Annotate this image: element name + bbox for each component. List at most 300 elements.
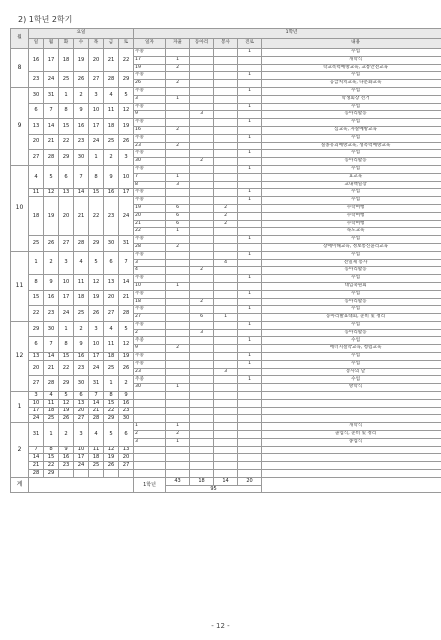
club-hours [190, 243, 214, 251]
entry-date: 3 [134, 438, 166, 446]
calendar-day: 20 [29, 134, 44, 150]
table-row [11, 360, 441, 368]
calendar-day: 22 [59, 134, 74, 150]
autonomy-hours [166, 189, 190, 197]
career-hours: 1 [238, 119, 262, 127]
table-row [11, 150, 441, 158]
entry-date: 주중 [134, 236, 166, 244]
total-autonomy: 43 [166, 477, 190, 485]
calendar-day: 3 [74, 423, 89, 446]
calendar-day: 11 [74, 275, 89, 291]
career-hours [238, 454, 262, 462]
volunteer-hours [214, 407, 238, 415]
calendar-day: 5 [119, 87, 134, 103]
entry-date: 주중 [134, 353, 166, 361]
entry-content: 종업식 [262, 438, 441, 446]
career-hours [238, 345, 262, 353]
volunteer-hours [214, 158, 238, 166]
calendar-day: 5 [104, 423, 119, 446]
calendar-day: 2 [104, 150, 119, 166]
calendar-day: 19 [74, 49, 89, 72]
calendar-day: 19 [119, 119, 134, 135]
calendar-day: 27 [119, 462, 134, 470]
entry-content: 수업 [262, 236, 441, 244]
entry-content: 개학식 [262, 423, 441, 431]
club-hours [190, 368, 214, 376]
calendar-day: 25 [89, 462, 104, 470]
weekday-header-sun: 일 [29, 39, 44, 49]
table-row [11, 415, 441, 423]
autonomy-hours [166, 150, 190, 158]
calendar-day: 20 [119, 454, 134, 462]
calendar-day: 10 [119, 165, 134, 188]
calendar-day: 6 [59, 165, 74, 188]
entry-content: 봉사의 날 [262, 368, 441, 376]
autonomy-hours: 2 [166, 142, 190, 150]
entry-content: 실종유괴예방교육, 성폭력예방교육 [262, 142, 441, 150]
calendar-day: 27 [104, 306, 119, 322]
entry-content: 동아리발표대회, 준비 및 정리 [262, 314, 441, 322]
calendar-day: 4 [104, 87, 119, 103]
entry-date: 27 [134, 314, 166, 322]
volunteer-hours [214, 423, 238, 431]
calendar-day: 8 [89, 165, 104, 188]
club-hours [190, 290, 214, 298]
club-hours [190, 165, 214, 173]
career-hours [238, 407, 262, 415]
career-hours [238, 399, 262, 407]
entry-date: 28 [134, 243, 166, 251]
month-cell: 9 [11, 87, 29, 165]
volunteer-hours [214, 119, 238, 127]
volunteer-hours [214, 103, 238, 111]
autonomy-hours [166, 251, 190, 259]
calendar-day: 28 [29, 470, 44, 478]
calendar-day: 28 [104, 72, 119, 88]
club-hours: 3 [190, 329, 214, 337]
club-hours [190, 275, 214, 283]
grand-total: 95 [166, 485, 262, 493]
calendar-day: 5 [89, 251, 104, 274]
autonomy-hours [166, 470, 190, 478]
calendar-day: 19 [104, 454, 119, 462]
calendar-day: 20 [59, 197, 74, 236]
autonomy-hours [166, 337, 190, 345]
career-hours [238, 126, 262, 134]
month-cell: 12 [11, 321, 29, 391]
entry-date: 주중 [134, 376, 166, 384]
volunteer-hours [214, 353, 238, 361]
entry-date: 3 [134, 259, 166, 267]
career-hours: 1 [238, 360, 262, 368]
calendar-day: 29 [44, 470, 59, 478]
month-cell: 11 [11, 251, 29, 321]
entry-content: 동아리활동 [262, 158, 441, 166]
career-hours [238, 80, 262, 88]
autonomy-hours [166, 111, 190, 119]
career-hours [238, 220, 262, 228]
calendar-day: 18 [74, 290, 89, 306]
entry-content: 수업 [262, 119, 441, 127]
calendar-day: 6 [74, 392, 89, 400]
calendar-day: 25 [59, 72, 74, 88]
autonomy-hours [166, 158, 190, 166]
month-cell: 8 [11, 49, 29, 88]
career-hours [238, 438, 262, 446]
entry-content: 학교폭력예방교육, 교통안전교육 [262, 64, 441, 72]
calendar-day: 11 [89, 446, 104, 454]
autonomy-hours [166, 103, 190, 111]
calendar-day: 8 [29, 275, 44, 291]
volunteer-hours [214, 165, 238, 173]
calendar-day: 16 [74, 353, 89, 361]
calendar-day: 27 [29, 150, 44, 166]
entry-content: 졸업식, 준비 및 정리 [262, 431, 441, 439]
calendar-day: 23 [59, 462, 74, 470]
calendar-day: 27 [74, 415, 89, 423]
entry-content: 수업 [262, 306, 441, 314]
entry-date: 9 [134, 111, 166, 119]
calendar-day: 22 [29, 306, 44, 322]
career-hours [238, 142, 262, 150]
month-cell: 10 [11, 165, 29, 251]
entry-date: 7 [134, 173, 166, 181]
entry-content: 동아리활동 [262, 298, 441, 306]
autonomy-hours [166, 392, 190, 400]
autonomy-hours [166, 368, 190, 376]
career-hours [238, 384, 262, 392]
calendar-day: 16 [29, 49, 44, 72]
calendar-day: 12 [104, 446, 119, 454]
calendar-day [89, 470, 104, 478]
volunteer-hours [214, 298, 238, 306]
career-hours [238, 228, 262, 236]
autonomy-hours [166, 329, 190, 337]
calendar-day: 26 [119, 360, 134, 376]
volunteer-hours [214, 142, 238, 150]
calendar-day: 26 [74, 72, 89, 88]
calendar-day: 25 [104, 134, 119, 150]
calendar-day: 15 [44, 454, 59, 462]
entry-date: 23 [134, 142, 166, 150]
weekday-header-fri: 금 [104, 39, 119, 49]
entry-date: 2 [134, 431, 166, 439]
calendar-day: 17 [74, 454, 89, 462]
career-hours: 1 [238, 189, 262, 197]
calendar-day: 20 [89, 49, 104, 72]
club-hours [190, 103, 214, 111]
autonomy-hours [166, 267, 190, 275]
autonomy-hours [166, 407, 190, 415]
career-hours [238, 462, 262, 470]
volunteer-hours [214, 329, 238, 337]
volunteer-hours: 4 [214, 259, 238, 267]
entry-content: 수업 [262, 360, 441, 368]
calendar-day: 7 [44, 103, 59, 119]
table-row [11, 462, 441, 470]
career-hours [238, 181, 262, 189]
autonomy-hours: 2 [166, 80, 190, 88]
entry-date: 주중 [134, 337, 166, 345]
calendar-day: 21 [44, 134, 59, 150]
calendar-day: 30 [29, 87, 44, 103]
calendar-day: 31 [119, 236, 134, 252]
calendar-day: 28 [89, 415, 104, 423]
club-hours [190, 236, 214, 244]
entry-content [262, 399, 441, 407]
total-career: 20 [238, 477, 262, 485]
calendar-day: 21 [44, 360, 59, 376]
club-hours [190, 438, 214, 446]
autonomy-hours: 1 [166, 423, 190, 431]
autonomy-hours [166, 134, 190, 142]
calendar-day: 6 [29, 337, 44, 353]
career-hours [238, 267, 262, 275]
entry-date: 1 [134, 423, 166, 431]
career-hours [238, 392, 262, 400]
entry-content: 독도교육 [262, 228, 441, 236]
calendar-day: 8 [44, 446, 59, 454]
club-hours [190, 282, 214, 290]
calendar-day: 17 [119, 189, 134, 197]
calendar-day: 19 [89, 290, 104, 306]
career-hours: 1 [238, 150, 262, 158]
table-row [11, 165, 441, 173]
calendar-day: 20 [104, 290, 119, 306]
autonomy-hours: 1 [166, 56, 190, 64]
calendar-day: 7 [74, 165, 89, 188]
volunteer-hours [214, 392, 238, 400]
volunteer-hours [214, 80, 238, 88]
weekday-group-header: 요일 [29, 29, 134, 39]
career-hours: 1 [238, 236, 262, 244]
volunteer-hours [214, 56, 238, 64]
calendar-day: 24 [74, 462, 89, 470]
club-hours: 2 [190, 298, 214, 306]
club-hours [190, 423, 214, 431]
autonomy-hours [166, 298, 190, 306]
calendar-day: 24 [89, 360, 104, 376]
calendar-day: 10 [89, 337, 104, 353]
entry-content: 수업 [262, 321, 441, 329]
calendar-day: 22 [89, 197, 104, 236]
club-hours [190, 49, 214, 57]
calendar-day: 17 [89, 353, 104, 361]
entry-date: 9 [134, 345, 166, 353]
calendar-day: 28 [44, 150, 59, 166]
calendar-day: 12 [119, 337, 134, 353]
club-hours [190, 56, 214, 64]
entry-date: 2 [134, 329, 166, 337]
volunteer-hours [214, 236, 238, 244]
calendar-day: 11 [104, 103, 119, 119]
calendar-day: 22 [59, 360, 74, 376]
club-hours [190, 470, 214, 478]
calendar-day: 18 [104, 353, 119, 361]
club-hours: 2 [190, 267, 214, 275]
calendar-day: 15 [104, 399, 119, 407]
entry-date: 주중 [134, 150, 166, 158]
table-row [11, 87, 441, 95]
club-hours [190, 407, 214, 415]
autonomy-hours [166, 462, 190, 470]
club-hours [190, 321, 214, 329]
autonomy-hours [166, 306, 190, 314]
table-row [11, 134, 441, 142]
calendar-day: 24 [29, 415, 44, 423]
calendar-day: 3 [89, 87, 104, 103]
entry-date: 주중 [134, 103, 166, 111]
calendar-day: 31 [89, 376, 104, 392]
entry-date: 주중 [134, 251, 166, 259]
calendar-day: 19 [59, 407, 74, 415]
totals-label: 계 [11, 477, 29, 493]
totals-blank [29, 477, 134, 493]
entry-date: 주중 [134, 360, 166, 368]
career-hours [238, 415, 262, 423]
calendar-day: 21 [29, 462, 44, 470]
calendar-day: 6 [104, 251, 119, 274]
club-hours: 6 [190, 314, 214, 322]
calendar-day: 8 [59, 103, 74, 119]
entry-date: 18 [134, 298, 166, 306]
calendar-day: 22 [119, 49, 134, 72]
club-hours [190, 87, 214, 95]
calendar-day: 30 [74, 150, 89, 166]
table-row [11, 275, 441, 283]
entry-content: 수업 [262, 165, 441, 173]
calendar-day: 14 [44, 353, 59, 361]
calendar-day: 10 [59, 275, 74, 291]
entry-content: 방학식 [262, 384, 441, 392]
calendar-day: 9 [74, 337, 89, 353]
club-hours [190, 251, 214, 259]
volunteer-hours [214, 126, 238, 134]
table-row [11, 290, 441, 298]
date-col-header: 일자 [134, 39, 166, 49]
autonomy-hours [166, 399, 190, 407]
entry-date: 주중 [134, 72, 166, 80]
calendar-day: 2 [74, 321, 89, 337]
club-hours [190, 399, 214, 407]
calendar-day: 10 [89, 103, 104, 119]
entry-content: 동아리활동 [262, 267, 441, 275]
table-row [11, 103, 441, 111]
club-hours: 3 [190, 111, 214, 119]
table-row [11, 399, 441, 407]
autonomy-hours [166, 314, 190, 322]
entry-date: 주중 [134, 197, 166, 205]
calendar-day: 29 [29, 321, 44, 337]
calendar-day: 2 [119, 376, 134, 392]
entry-content: 동아리활동 [262, 329, 441, 337]
volunteer-hours [214, 321, 238, 329]
volunteer-hours [214, 64, 238, 72]
calendar-day: 4 [44, 392, 59, 400]
calendar-day: 26 [59, 415, 74, 423]
month-cell: 2 [11, 423, 29, 478]
schedule-body [11, 49, 441, 493]
club-hours [190, 212, 214, 220]
calendar-day: 9 [59, 446, 74, 454]
entry-date [134, 392, 166, 400]
volunteer-hours [214, 290, 238, 298]
calendar-day: 13 [74, 399, 89, 407]
club-col-header: 동아리 [190, 39, 214, 49]
entry-content: 학생회장 선거 [262, 95, 441, 103]
entry-date [134, 454, 166, 462]
volunteer-hours [214, 275, 238, 283]
calendar-day: 27 [29, 376, 44, 392]
volunteer-hours [214, 454, 238, 462]
entry-date: 3 [134, 95, 166, 103]
career-hours [238, 446, 262, 454]
entry-date: 30 [134, 158, 166, 166]
club-hours [190, 306, 214, 314]
volunteer-hours: 2 [214, 204, 238, 212]
volunteer-hours [214, 243, 238, 251]
career-hours [238, 314, 262, 322]
grade-group-header: 1학년 [134, 29, 441, 39]
calendar-day: 30 [104, 236, 119, 252]
autonomy-hours [166, 259, 190, 267]
calendar-day: 13 [59, 189, 74, 197]
career-col-header: 진로 [238, 39, 262, 49]
volunteer-hours [214, 376, 238, 384]
calendar-day: 26 [44, 236, 59, 252]
table-row [11, 353, 441, 361]
calendar-day: 16 [74, 119, 89, 135]
calendar-day: 1 [44, 423, 59, 446]
calendar-day: 13 [104, 275, 119, 291]
club-hours [190, 228, 214, 236]
volunteer-hours [214, 173, 238, 181]
career-hours: 1 [238, 376, 262, 384]
career-hours: 1 [238, 103, 262, 111]
career-hours [238, 243, 262, 251]
entry-date: 16 [134, 126, 166, 134]
volunteer-hours [214, 150, 238, 158]
autonomy-hours [166, 49, 190, 57]
entry-content: 수업 [262, 103, 441, 111]
calendar-day: 21 [119, 290, 134, 306]
calendar-day: 4 [104, 321, 119, 337]
volunteer-hours: 2 [214, 212, 238, 220]
volunteer-hours: 3 [214, 368, 238, 376]
calendar-day: 10 [29, 399, 44, 407]
club-hours [190, 462, 214, 470]
entry-content: 수업 [262, 290, 441, 298]
calendar-day: 14 [119, 275, 134, 291]
document-title: 2) 1학년 2학기 [18, 15, 73, 24]
calendar-day: 10 [74, 446, 89, 454]
entry-content: 수업 [262, 275, 441, 283]
volunteer-hours: 1 [214, 314, 238, 322]
autonomy-hours: 2 [166, 126, 190, 134]
weekday-header-thu: 목 [89, 39, 104, 49]
calendar-day: 12 [119, 103, 134, 119]
club-hours [190, 376, 214, 384]
calendar-day: 9 [104, 165, 119, 188]
autonomy-hours [166, 360, 190, 368]
entry-date: 주중 [134, 119, 166, 127]
calendar-day: 3 [119, 150, 134, 166]
calendar-day: 29 [89, 236, 104, 252]
calendar-day: 18 [59, 49, 74, 72]
autonomy-hours [166, 72, 190, 80]
entry-date: 주중 [134, 321, 166, 329]
career-hours: 1 [238, 290, 262, 298]
